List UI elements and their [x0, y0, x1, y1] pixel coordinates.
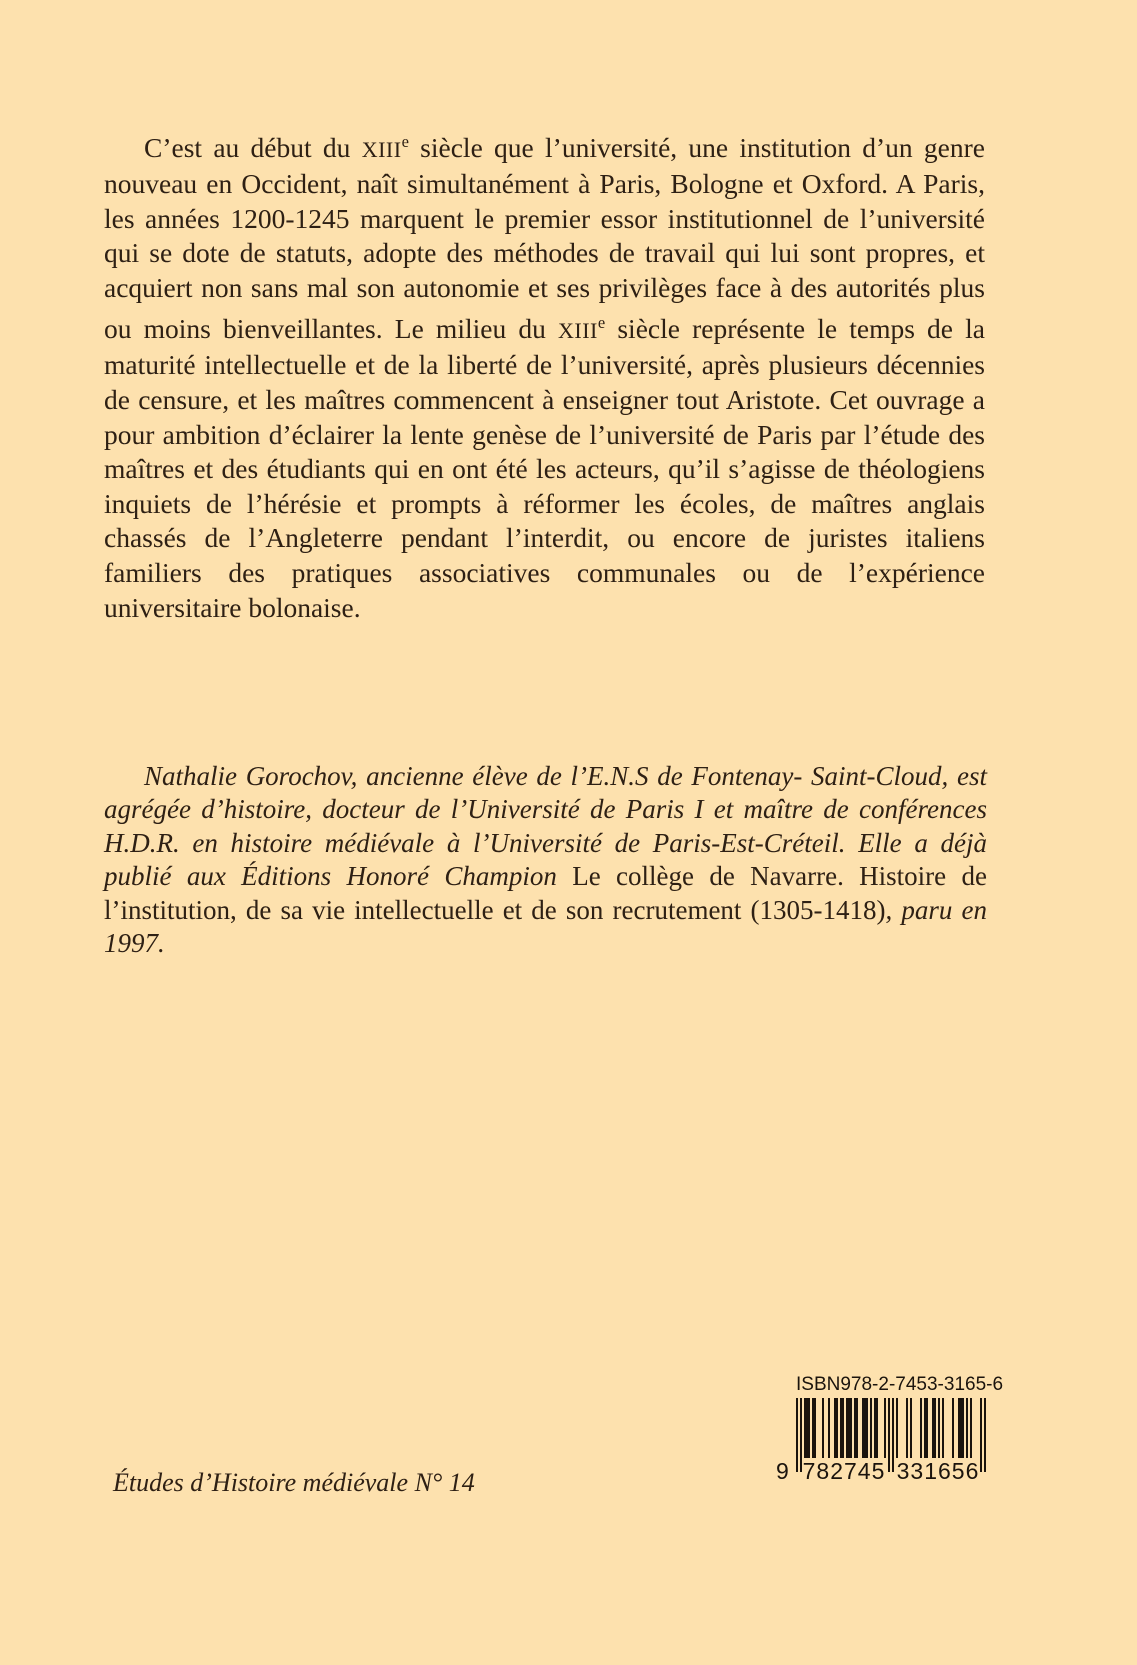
barcode-digits — [772, 1458, 988, 1484]
isbn-row — [796, 1374, 1004, 1396]
barcode-digits-left: 782745 — [802, 1458, 886, 1484]
isbn-value: 978-2-7453-3165-6 — [840, 1374, 1004, 1395]
series-label: Études d’Histoire médiévale N° 14 — [113, 1468, 475, 1497]
barcode-digit-first: 9 — [776, 1458, 789, 1484]
synopsis-paragraph: C’est au début du XIIIe siècle que l’université, une institution d’un genre nouveau en Occident, naît simultanément à Paris, Bologne et Oxford. A Paris, les années 1200-1245 marquent le premier essor institutionnel de l’université qui se dote de statuts, adopte des méthodes de travail qui lui sont propres, et acquiert non sans mal son autonomie et ses privilèges face à des autorités plus ou moins bienveillantes. Le milieu du XIIIe siècle représente le temps de la maturité intellectuelle et de la liberté de l’université, après plusieurs décennies de censure, et les maîtres commencent à enseigner tout Aristote. Cet ouvrage a pour ambition d’éclairer la lente genèse de l’université de Paris par l’étude des maîtres et des étudiants qui en ont été les acteurs, qu’il s’agisse de théologiens inquiets de l’hérésie et prompts à réformer les écoles, de maîtres anglais chassés de l’Angleterre pendant l’interdit, ou encore de juristes italiens familiers des pratiques associatives communales ou de l’expérience universitaire bolonaise. — [104, 131, 986, 623]
author-bio-paragraph: Nathalie Gorochov, ancienne élève de l’E.N.S de Fontenay- Saint-Cloud, est agrégée d’histoire, docteur de l’Université de Paris I et maître de conférences H.D.R. en histoire médiévale à l’Université de Paris-Est-Créteil. Elle a déjà publié aux Éditions Honoré Champion Le collège de Navarre. Histoire de l’institution, de sa vie intellectuelle et de son recrutement (1305-1418), paru en 1997. — [104, 761, 987, 959]
barcode-digits-right: 331656 — [896, 1458, 980, 1484]
isbn-label: ISBN — [796, 1374, 841, 1395]
isbn-barcode — [772, 1374, 1004, 1484]
